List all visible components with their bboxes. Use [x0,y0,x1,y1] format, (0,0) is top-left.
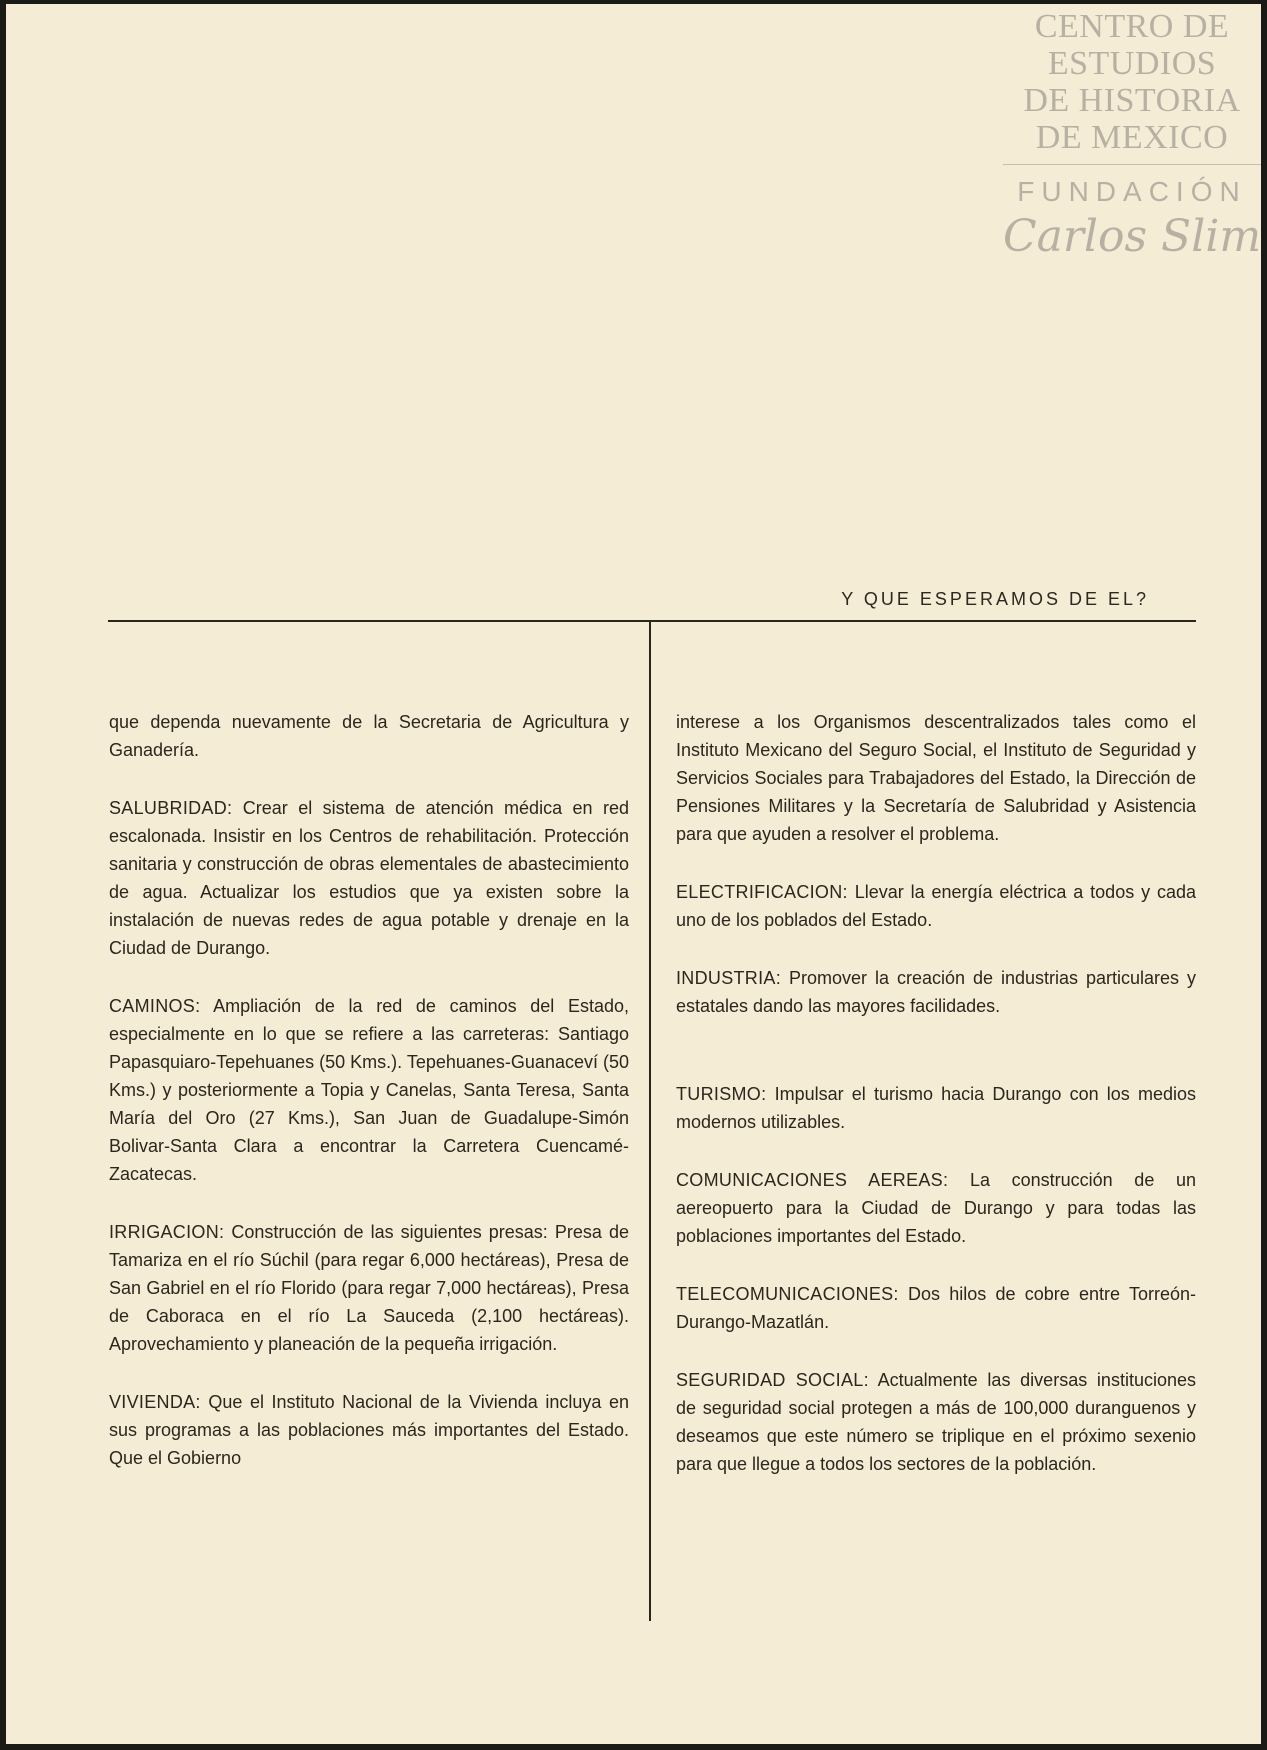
paragraph-label: TELECOMUNICACIONES: [676,1284,899,1304]
watermark-foundation: FUNDACIÓN [1017,176,1247,207]
watermark-line-3: DE HISTORIA [1023,82,1241,119]
archive-watermark [1003,8,1261,265]
paragraph-label: SALUBRIDAD: [109,798,233,818]
paragraph-text: Crear el sistema de atención médica en red escalonada. Insistir en los Centros de rehabilitación. Protección sanitaria y construcción de obras elementales de abastecimiento de agua. Actualizar los estudios que ya existen sobre la instalación de nuevas redes de agua potable y drenaje en la Ciudad de Durango. [109,798,629,958]
document-page [6,4,1261,1744]
watermark-line-1: CENTRO DE [1034,8,1230,45]
paragraph-text: Promover la creación de industrias particulares y estatales dando las mayores facilidades. [676,968,1196,1016]
left-column [109,708,629,1502]
paragraph-text: Llevar la energía eléctrica a todos y cada uno de los poblados del Estado. [676,882,1196,930]
paragraph-label: TURISMO: [676,1084,767,1104]
paragraph-electrificacion [676,878,1196,934]
paragraph-text: interese a los Organismos descentralizados tales como el Instituto Mexicano del Seguro Social, el Instituto de Seguridad y Servicios Sociales para Trabajadores del Estado, la Dirección de Pensiones Militares y la Secretaría de Salubridad y Asistencia para que ayuden a resolver el problema. [676,712,1196,844]
watermark-divider [1003,164,1261,165]
paragraph-label: IRRIGACION: [109,1222,225,1242]
watermark-line-4: DE MEXICO [1035,119,1229,156]
paragraph-telecomunicaciones [676,1280,1196,1336]
paragraph-text: Dos hilos de cobre entre Torreón-Durango-Mazatlán. [676,1284,1196,1332]
paragraph-text: Que el Instituto Nacional de la Vivienda incluya en sus programas a las poblaciones más importantes del Estado. Que el Gobierno [109,1392,629,1468]
paragraph-label: CAMINOS: [109,996,201,1016]
watermark-line-2: ESTUDIOS [1047,45,1217,82]
paragraph-agricultura [109,708,629,764]
paragraph-label: SEGURIDAD SOCIAL: [676,1370,869,1390]
paragraph-vivienda [109,1388,629,1472]
paragraph-organismos [676,708,1196,848]
paragraph-text: que dependa nuevamente de la Secretaria de Agricultura y Ganadería. [109,712,629,760]
paragraph-caminos [109,992,629,1188]
paragraph-industria [676,964,1196,1020]
paragraph-text: Actualmente las diversas instituciones de seguridad social protegen a más de 100,000 duranguenos y deseamos que este número se triplique en el próximo sexenio para que llegue a todos los sectores de la población. [676,1370,1196,1474]
paragraph-text: La construcción de un aereopuerto para la Ciudad de Durango y para todas las poblaciones importantes del Estado. [676,1170,1196,1246]
paragraph-label: COMUNICACIONES AEREAS: [676,1170,949,1190]
paragraph-label: INDUSTRIA: [676,968,782,988]
paragraph-seguridad-social [676,1366,1196,1478]
column-divider [649,621,651,1621]
paragraph-comunicaciones-aereas [676,1166,1196,1250]
paragraph-label: VIVIENDA: [109,1392,201,1412]
paragraph-text: Construcción de las siguientes presas: Presa de Tamariza en el río Súchil (para regar 6,000 hectáreas), Presa de San Gabriel en el río Florido (para regar 7,000 hectáreas), Presa de Caboraca en el río La Sauceda (2,100 hectáreas). Aprovechamiento y planeación de la pequeña irrigación. [109,1222,629,1354]
paragraph-text: Impulsar el turismo hacia Durango con los medios modernos utilizables. [676,1084,1196,1132]
watermark-signature: Carlos Slim [1003,211,1262,262]
right-column [676,708,1196,1508]
paragraph-text: Ampliación de la red de caminos del Estado, especialmente en lo que se refiere a las carreteras: Santiago Papasquiaro-Tepehuanes (50 Kms.). Tepehuanes-Guanaceví (50 Kms.) y posteriormente a Topia y Canelas, Santa Teresa, Santa María del Oro (27 Kms.), San Juan de Guadalupe-Simón Bolivar-Santa Clara a encontrar la Carretera Cuencamé-Zacatecas. [109,996,629,1184]
paragraph-salubridad [109,794,629,962]
heading-rule [108,620,1196,622]
paragraph-label: ELECTRIFICACION: [676,882,848,902]
section-heading: Y QUE ESPERAMOS DE EL? [841,589,1149,609]
paragraph-turismo [676,1080,1196,1136]
paragraph-irrigacion [109,1218,629,1358]
